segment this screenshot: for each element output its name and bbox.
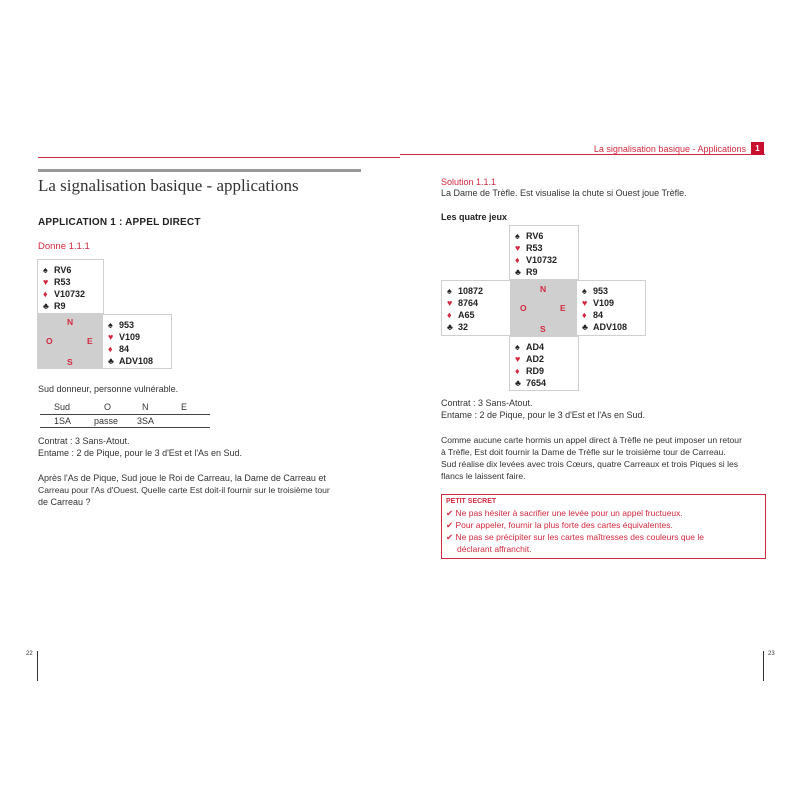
east-hand [576, 280, 646, 336]
diamond-icon: ♦ [582, 310, 587, 320]
diamond-icon: ♦ [108, 344, 113, 354]
west-diamonds: A65 [458, 310, 475, 320]
check-icon: ✔ [446, 520, 456, 530]
north-spades: RV6 [526, 231, 544, 241]
heart-icon: ♥ [515, 354, 521, 364]
solution-title: Solution 1.1.1 [441, 177, 497, 187]
dealer-text: Sud donneur, personne vulnérable. [38, 384, 179, 394]
bid-header-sud: Sud [54, 402, 71, 412]
bid-table-rule-bottom [40, 427, 210, 428]
bid-sud: 1SA [54, 416, 72, 426]
bid-header-ouest: O [104, 402, 112, 412]
explanation-line: Sud réalise dix levées avec trois Cœurs, quatre Carreaux et trois Piques si les [441, 459, 739, 469]
page-margin-line-left [37, 651, 38, 681]
bid-header-nord: N [142, 402, 149, 412]
east-diamonds: 84 [593, 310, 604, 320]
application-title: APPLICATION 1 : APPEL DIRECT [38, 217, 201, 228]
south-diamonds: RD9 [526, 366, 545, 376]
compass-west: O [520, 303, 527, 313]
north-spades: RV6 [54, 265, 72, 275]
diamond-icon: ♦ [515, 366, 520, 376]
header-rule-left [38, 157, 400, 158]
compass-box [37, 314, 104, 369]
spade-icon: ♠ [43, 265, 48, 275]
diamond-icon: ♦ [447, 310, 452, 320]
chapter-number-badge: 1 [751, 142, 764, 155]
west-clubs: 32 [458, 322, 469, 332]
compass-east: E [560, 303, 566, 313]
spade-icon: ♠ [447, 286, 452, 296]
compass-box [511, 280, 578, 336]
secret-item: ✔ Ne pas hésiter à sacrifier une levée pour un appel fructueux. [446, 508, 683, 518]
spade-icon: ♠ [582, 286, 587, 296]
question-line: Après l'As de Pique, Sud joue le Roi de Carreau, la Dame de Carreau et [38, 473, 326, 483]
compass-south: S [540, 324, 546, 334]
question-line: Carreau pour l'As d'Ouest. Quelle carte Est doit-il fournir sur le troisième tour [38, 485, 330, 495]
north-hearts: R53 [526, 243, 543, 253]
spade-icon: ♠ [515, 342, 520, 352]
page-margin-line-right [763, 651, 764, 681]
secret-item: ✔ Pour appeler, fournir la plus forte des cartes équivalentes. [446, 520, 673, 530]
contract-text: Contrat : 3 Sans-Atout. [441, 398, 533, 408]
heart-icon: ♥ [447, 298, 453, 308]
east-diamonds: 84 [119, 344, 130, 354]
club-icon: ♣ [582, 322, 588, 332]
title-rule [38, 169, 361, 172]
question-paragraph [38, 472, 362, 508]
lead-text: Entame : 2 de Pique, pour le 3 d'Est et l'As en Sud. [441, 410, 646, 420]
donne-title: Donne 1.1.1 [38, 241, 90, 252]
secret-item: ✔ Ne pas se précipiter sur les cartes maîtresses des couleurs que le [446, 532, 704, 542]
bid-header-est: E [181, 402, 188, 412]
north-diamonds: V10732 [526, 255, 558, 265]
north-hearts: R53 [54, 277, 71, 287]
north-hand [37, 259, 104, 314]
north-clubs: R9 [526, 267, 538, 277]
east-hand [102, 314, 172, 369]
contract-text: Contrat : 3 Sans-Atout. [38, 436, 130, 446]
west-spades: 10872 [458, 286, 484, 296]
compass-north: N [540, 284, 547, 294]
east-hearts: V109 [119, 332, 141, 342]
club-icon: ♣ [447, 322, 453, 332]
heart-icon: ♥ [582, 298, 588, 308]
heart-icon: ♥ [515, 243, 521, 253]
compass-west: O [46, 336, 53, 346]
north-clubs: R9 [54, 301, 66, 311]
heart-icon: ♥ [108, 332, 114, 342]
club-icon: ♣ [43, 301, 49, 311]
check-icon: ✔ [446, 532, 456, 542]
east-clubs: ADV108 [119, 356, 154, 366]
compass-north: N [67, 317, 74, 327]
spade-icon: ♠ [515, 231, 520, 241]
east-spades: 953 [119, 320, 135, 330]
explanation-line: flancs le laissent faire. [441, 471, 526, 481]
bid-ouest: passe [94, 416, 119, 426]
petit-secret-title: PETIT SECRET [446, 498, 497, 505]
running-header-title: La signalisation basique - Applications [593, 144, 746, 154]
explanation-paragraph [441, 434, 766, 482]
question-line: de Carreau ? [38, 497, 91, 507]
east-spades: 953 [593, 286, 609, 296]
north-hand [509, 225, 579, 280]
west-hand [441, 280, 511, 336]
club-icon: ♣ [108, 356, 114, 366]
bid-table-rule-top [40, 414, 210, 415]
secret-item-continuation: déclarant affranchit. [457, 544, 532, 554]
club-icon: ♣ [515, 267, 521, 277]
south-hearts: AD2 [526, 354, 545, 364]
heart-icon: ♥ [43, 277, 49, 287]
south-spades: AD4 [526, 342, 545, 352]
check-icon: ✔ [446, 508, 456, 518]
explanation-line: à Trèfle, Est doit fournir la Dame de Trèfle sur le troisième tour de Carreau. [441, 447, 726, 457]
page-number-left: 22 [26, 651, 33, 657]
diamond-icon: ♦ [515, 255, 520, 265]
bid-nord: 3SA [137, 416, 155, 426]
compass-south: S [67, 357, 73, 367]
header-rule-right [400, 154, 765, 155]
lead-text: Entame : 2 de Pique, pour le 3 d'Est et l'As en Sud. [38, 448, 243, 458]
spade-icon: ♠ [108, 320, 113, 330]
page-number-right: 23 [768, 651, 775, 657]
compass-east: E [87, 336, 93, 346]
south-clubs: 7654 [526, 378, 547, 388]
diamond-icon: ♦ [43, 289, 48, 299]
north-diamonds: V10732 [54, 289, 86, 299]
east-hearts: V109 [593, 298, 615, 308]
club-icon: ♣ [515, 378, 521, 388]
explanation-line: Comme aucune carte hormis un appel direct à Trèfle ne peut imposer un retour [441, 435, 742, 445]
solution-text: La Dame de Trèfle. Est visualise la chute si Ouest joue Trèfle. [441, 188, 687, 198]
east-clubs: ADV108 [593, 322, 628, 332]
four-hands-title: Les quatre jeux [441, 212, 508, 222]
page-title: La signalisation basique - applications [38, 176, 299, 195]
south-hand [509, 336, 579, 391]
west-hearts: 8764 [458, 298, 479, 308]
